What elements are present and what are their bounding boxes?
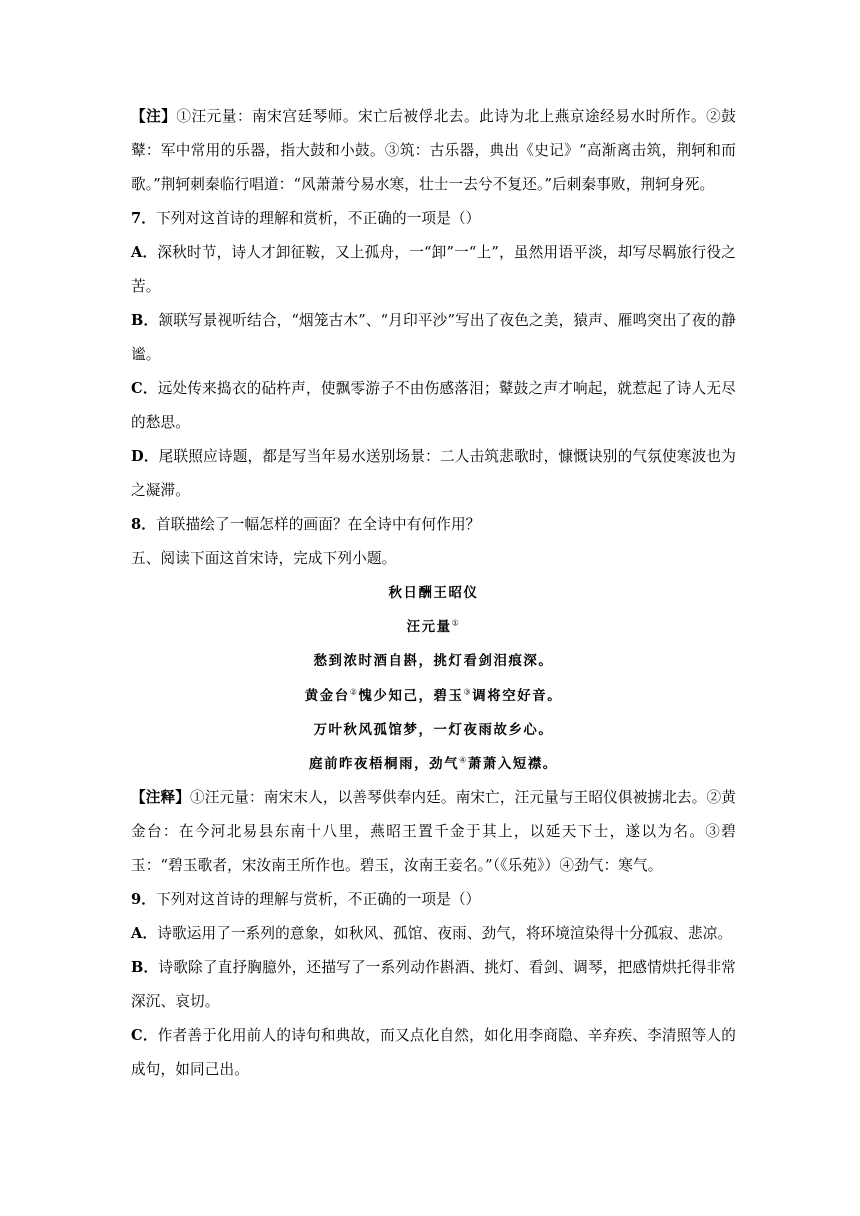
poem-line-1 xyxy=(131,644,736,678)
poem-line-text: 调将空好音。 xyxy=(472,687,563,704)
question-7-stem xyxy=(131,202,736,236)
note-text: ①汪元量：南宋末人，以善琴供奉内廷。南宋亡，汪元量与王昭仪俱被掳北去。②黄金台：在今河北易县东南十八里，燕昭王置千金于其上，以延天下士，遂以为名。③碧玉：“碧玉歌者，宋汝南王所作也。碧玉，汝南王妾名。”（《乐苑》）④劲气：寒气。 xyxy=(131,789,736,875)
note-paragraph-2 xyxy=(131,781,736,883)
option-label: B． xyxy=(131,959,159,977)
poem-line-text: 万叶秋风孤馆梦，一灯夜雨故乡心。 xyxy=(313,721,554,738)
question-7-option-d xyxy=(131,440,736,508)
question-8-stem xyxy=(131,508,736,542)
footnote-marker: ② xyxy=(349,687,359,697)
option-label: A． xyxy=(131,244,158,261)
poem-author-name: 汪元量 xyxy=(406,619,452,636)
question-7-option-c xyxy=(131,372,736,440)
note-text: ①汪元量：南宋宫廷琴师。宋亡后被俘北去。此诗为北上燕京途经易水时所作。②鼓鼙：军中常用的乐器，指大鼓和小鼓。③筑：古乐器，典出《史记》“高渐离击筑，荆轲和而歌。”荆轲刺秦临行唱道：“风萧萧兮易水寒，壮士一去兮不复还。”后刺秦事败，荆轲身死。 xyxy=(131,108,736,193)
poem-author xyxy=(131,610,736,644)
poem-line-text: 黄金台 xyxy=(304,687,350,704)
section-5-heading: 五、阅读下面这首宋诗，完成下列小题。 xyxy=(131,550,397,567)
footnote-marker: ④ xyxy=(459,755,468,765)
option-text: 诗歌运用了一系列的意象，如秋风、孤馆、夜雨、劲气，将环境渲染得十分孤寂、悲凉。 xyxy=(157,925,733,943)
question-text: 下列对这首诗的理解与赏析，不正确的一项是（） xyxy=(156,891,481,909)
footnote-marker: ① xyxy=(451,618,461,628)
question-text: 首联描绘了一幅怎样的画面？在全诗中有何作用？ xyxy=(156,516,481,533)
note-tag: 【注】 xyxy=(131,108,177,125)
footnote-marker: ③ xyxy=(463,687,473,697)
option-label: D． xyxy=(131,448,159,465)
question-7-option-a xyxy=(131,236,736,304)
question-text: 下列对这首诗的理解和赏析，不正确的一项是（） xyxy=(156,210,481,227)
question-9-option-a xyxy=(131,917,736,951)
poem-line-3 xyxy=(131,713,736,747)
poem-title: 秋日酬王昭仪 xyxy=(388,585,479,601)
question-number: 8． xyxy=(131,516,157,533)
document-page xyxy=(131,100,736,1087)
option-text: 诗歌除了直抒胸臆外，还描写了一系列动作斟酒、挑灯、看剑、调琴，把感情烘托得非常深沉、哀切。 xyxy=(131,959,736,1011)
question-9-stem xyxy=(131,883,736,917)
option-text: 颔联写景视听结合，“烟笼古木”、“月印平沙”写出了夜色之美，猿声、雁鸣突出了夜的静谧。 xyxy=(131,312,737,363)
option-text: 尾联照应诗题，都是写当年易水送别场景：二人击筑悲歌时，慷慨诀别的气氛使寒波也为之凝滞。 xyxy=(131,448,736,499)
question-7-option-b xyxy=(131,304,736,372)
question-9-option-c xyxy=(131,1019,736,1087)
note-tag: 【注释】 xyxy=(131,789,191,807)
poem-line-4 xyxy=(131,747,736,781)
option-label: C． xyxy=(131,1027,158,1045)
question-number: 9． xyxy=(131,891,157,909)
poem-line-text: 愧少知己，碧玉 xyxy=(358,687,464,704)
poem-line-2 xyxy=(131,679,736,713)
question-number: 7． xyxy=(131,210,157,227)
option-text: 远处传来捣衣的砧杵声，使飘零游子不由伤感落泪；鼙鼓之声才响起，就惹起了诗人无尽的愁思。 xyxy=(131,380,736,431)
note-paragraph-1 xyxy=(131,100,736,202)
option-label: B． xyxy=(131,312,159,329)
option-label: C． xyxy=(131,380,158,397)
option-text: 深秋时节，诗人才卸征鞍，又上孤舟，一“卸”一“上”，虽然用语平淡，却写尽羁旅行役之苦。 xyxy=(131,244,737,295)
option-label: A． xyxy=(131,925,158,943)
poem-line-text: 萧萧入短襟。 xyxy=(467,756,558,773)
poem-line-text: 愁到浓时酒自斟，挑灯看剑泪痕深。 xyxy=(313,653,554,670)
poem-line-text: 庭前昨夜梧桐雨，劲气 xyxy=(309,756,460,773)
option-text: 作者善于化用前人的诗句和典故，而又点化自然，如化用李商隐、辛弃疾、李清照等人的成句，如同己出。 xyxy=(131,1027,736,1079)
question-9-option-b xyxy=(131,951,736,1019)
